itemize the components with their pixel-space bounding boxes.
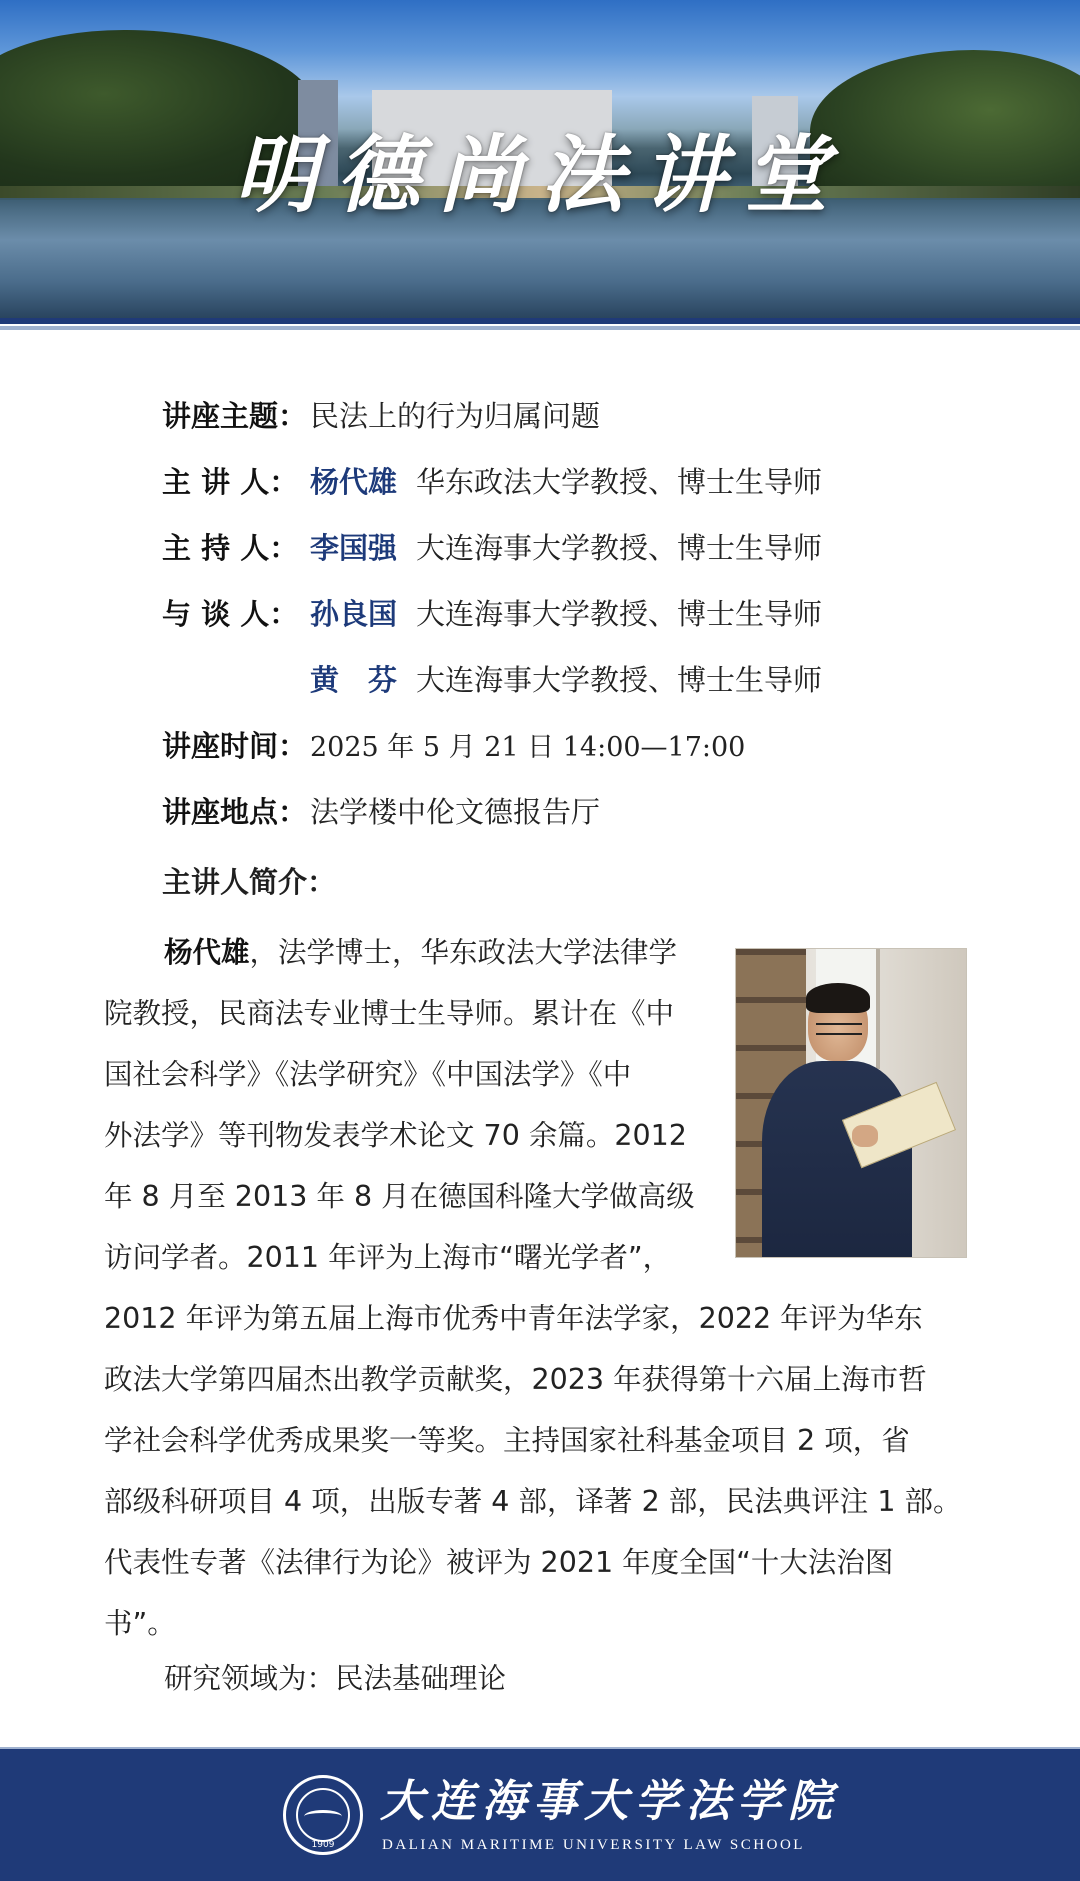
divider [0,318,1080,324]
topic-value: 民法上的行为归属问题 [310,399,601,433]
time-value: 2025 年 5 月 21 日 14:00—17:00 [310,732,746,763]
bio-line: 政法大学第四届杰出教学贡献奖，2023 年获得第十六届上海市哲 [104,1363,927,1396]
bio-line: 部级科研项目 4 项，出版专著 4 部，译著 2 部，民法典评注 1 部。 [104,1485,962,1518]
speaker-title: 华东政法大学教授、博士生导师 [416,465,823,499]
speaker-label: 主 讲 人： [162,465,299,499]
school-name-cn: 大连海事大学法学院 [380,1776,839,1827]
footer-divider [0,1747,1080,1749]
discussant-row [162,594,822,634]
bio-line: 国社会科学》《法学研究》《中国法学》《中 [104,1058,632,1091]
bio-line: 外法学》等刊物发表学术论文 70 余篇。2012 [104,1119,687,1152]
bio-line: 院教授，民商法专业博士生导师。累计在《中 [104,997,675,1030]
bio-line: 学社会科学优秀成果奖一等奖。主持国家社科基金项目 2 项，省 [104,1424,910,1457]
time-row [162,726,745,766]
topic-label: 讲座主题： [162,399,308,433]
discussant-row [162,660,822,700]
bio-line: 访问学者。2011 年评为上海市“曙光学者”， [104,1241,672,1274]
discussant-name: 黄 芬 [310,663,398,697]
bio-line: 2012 年评为第五届上海市优秀中青年法学家，2022 年评为华东 [104,1302,923,1335]
topic-row [162,396,600,436]
host-label: 主 持 人： [162,531,299,565]
discussant-name: 孙良国 [310,597,398,631]
time-label: 讲座时间： [162,729,308,763]
banner-title: 明德尚法讲堂 [233,125,846,224]
school-name-en: DALIAN MARITIME UNIVERSITY LAW SCHOOL [382,1837,805,1853]
discussant-title: 大连海事大学教授、博士生导师 [416,663,823,697]
speaker-name: 杨代雄 [310,465,398,499]
discussant-label: 与 谈 人： [162,597,299,631]
research-field: 研究领域为：民法基础理论 [164,1662,507,1695]
footer [0,1747,1080,1881]
venue-value: 法学楼中伦文德报告厅 [310,795,601,829]
bio-name: 杨代雄 [164,936,250,969]
host-row [162,528,822,568]
host-name: 李国强 [310,531,398,565]
bio-line: 杨代雄，法学博士，华东政法大学法律学 [164,936,678,969]
bio-line: 年 8 月至 2013 年 8 月在德国科隆大学做高级 [104,1180,695,1213]
divider [0,326,1080,330]
venue-label: 讲座地点： [162,795,308,829]
bio-heading: 主讲人简介： [162,865,337,899]
emblem-year: 1909 [311,1840,335,1850]
banner-image [0,0,1080,322]
bio-text [104,922,962,1654]
university-emblem-icon [283,1775,363,1855]
bio-line: 代表性专著《法律行为论》被评为 2021 年度全国“十大法治图 [104,1546,894,1579]
bio-line: 书”。 [104,1607,176,1640]
discussant-title: 大连海事大学教授、博士生导师 [416,597,823,631]
speaker-row [162,462,822,502]
host-title: 大连海事大学教授、博士生导师 [416,531,823,565]
venue-row [162,792,600,832]
